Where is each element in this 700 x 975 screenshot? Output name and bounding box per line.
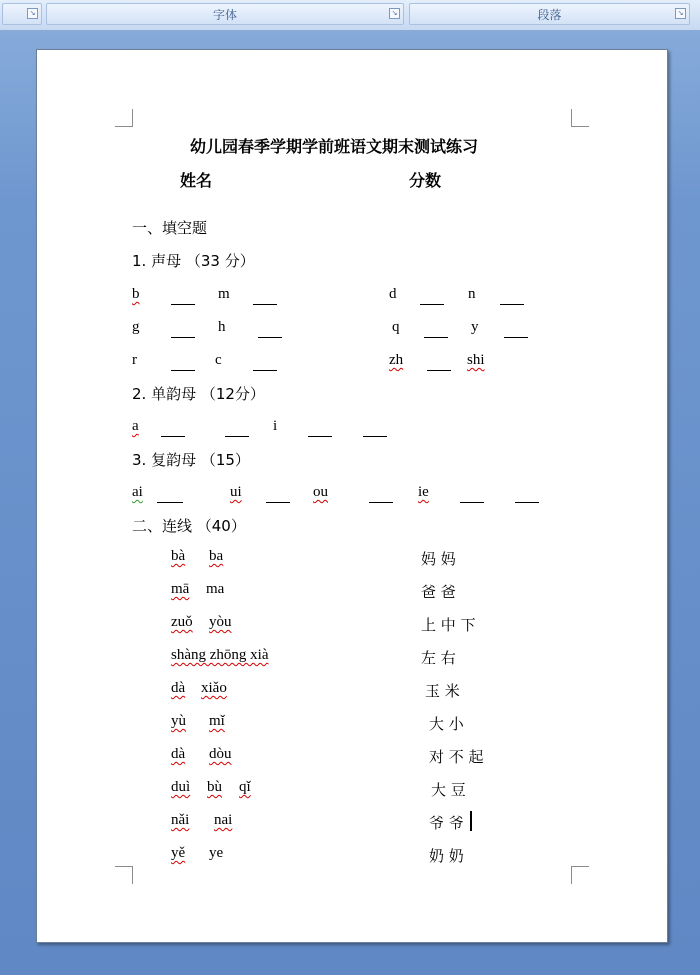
q1-item: b — [132, 286, 140, 302]
pinyin-word: nai — [214, 812, 233, 828]
answer-blank — [171, 304, 195, 305]
document-title: 幼儿园春季学期学前班语文期末测试练习 — [190, 137, 479, 156]
crop-mark-top-right — [571, 109, 589, 127]
answer-blank — [253, 304, 277, 305]
pinyin-word: qǐ — [239, 779, 251, 795]
q1-item: r — [132, 352, 137, 368]
section-matching: 二、连线 （40） — [132, 517, 246, 535]
crop-mark-top-left — [115, 109, 133, 127]
answer-blank — [225, 436, 249, 437]
q1-item: zh — [389, 352, 404, 368]
ribbon-group-font — [46, 3, 404, 25]
font-group-label: 字体 — [212, 8, 237, 22]
q1-item: y — [471, 319, 479, 335]
q3-item: ie — [418, 484, 429, 500]
answer-blank — [369, 502, 393, 503]
q1-item: d — [389, 286, 397, 302]
document-page[interactable] — [36, 49, 668, 943]
hanzi-word: 大 小 — [429, 715, 464, 733]
ribbon-group-paragraph — [409, 3, 690, 25]
q1-item: q — [392, 319, 400, 335]
q1-item: h — [218, 319, 226, 335]
hanzi-word: 上 中 下 — [421, 616, 476, 634]
pinyin-word: dà — [171, 680, 186, 696]
q3-item: ui — [230, 484, 242, 500]
question-1-heading: 1. 声母 （33 分） — [132, 252, 255, 270]
crop-mark-bottom-left — [115, 866, 133, 884]
answer-blank — [363, 436, 387, 437]
hanzi-word: 对 不 起 — [429, 748, 484, 766]
answer-blank — [427, 370, 451, 371]
hanzi-word: 爸 爸 — [421, 583, 456, 601]
hanzi-word: 左 右 — [421, 649, 456, 667]
pinyin-word: shàng zhōng xià — [171, 647, 269, 663]
q1-item: g — [132, 319, 140, 335]
dialog-launcher-icon[interactable]: ↘ — [27, 8, 38, 19]
hanzi-word: 爷 爷 — [429, 814, 464, 832]
answer-blank — [253, 370, 277, 371]
font-dialog-launcher-icon[interactable]: ↘ — [389, 8, 400, 19]
answer-blank — [171, 337, 195, 338]
paragraph-dialog-launcher-icon[interactable]: ↘ — [675, 8, 686, 19]
answer-blank — [161, 436, 185, 437]
answer-blank — [460, 502, 484, 503]
pinyin-word: dòu — [209, 746, 232, 762]
answer-blank — [308, 436, 332, 437]
q1-item: c — [215, 352, 222, 368]
q2-item: a — [132, 418, 139, 434]
q3-item: ai — [132, 484, 143, 500]
answer-blank — [266, 502, 290, 503]
hanzi-word: 玉 米 — [425, 682, 460, 700]
pinyin-word: ba — [209, 548, 224, 564]
pinyin-word: duì — [171, 779, 191, 795]
pinyin-word: xiǎo — [201, 680, 227, 696]
pinyin-word: mā — [171, 581, 190, 597]
question-3-heading: 3. 复韵母 （15） — [132, 451, 250, 469]
pinyin-word: yù — [171, 713, 186, 729]
paragraph-group-label: 段落 — [537, 8, 562, 22]
hanzi-word: 大 豆 — [431, 781, 466, 799]
ribbon-group-left — [2, 3, 42, 25]
pinyin-word: mǐ — [209, 713, 225, 729]
q3-item: ou — [313, 484, 328, 500]
pinyin-word: dà — [171, 746, 186, 762]
answer-blank — [171, 370, 195, 371]
score-label: 分数 — [409, 171, 442, 190]
answer-blank — [504, 337, 528, 338]
q1-item: m — [218, 286, 230, 302]
pinyin-word: bà — [171, 548, 186, 564]
pinyin-word: yě — [171, 845, 186, 861]
pinyin-word: bù — [207, 779, 222, 795]
question-2-heading: 2. 单韵母 （12分） — [132, 385, 265, 403]
pinyin-word: nǎi — [171, 812, 190, 828]
pinyin-word: ma — [206, 581, 225, 597]
answer-blank — [258, 337, 282, 338]
pinyin-word: ye — [209, 845, 224, 861]
hanzi-word: 奶 奶 — [429, 847, 464, 865]
pinyin-word: yòu — [209, 614, 232, 630]
section-fill-blanks: 一、填空题 — [132, 219, 208, 237]
ribbon — [0, 0, 700, 31]
q2-item: i — [273, 418, 278, 434]
text-cursor — [470, 811, 472, 831]
answer-blank — [500, 304, 524, 305]
pinyin-word: zuǒ — [171, 614, 193, 630]
answer-blank — [420, 304, 444, 305]
crop-mark-bottom-right — [571, 866, 589, 884]
hanzi-word: 妈 妈 — [421, 550, 456, 568]
name-label: 姓名 — [180, 171, 213, 190]
answer-blank — [424, 337, 448, 338]
q1-item: n — [468, 286, 476, 302]
answer-blank — [515, 502, 539, 503]
answer-blank — [157, 502, 183, 503]
q1-item: shi — [467, 352, 485, 368]
